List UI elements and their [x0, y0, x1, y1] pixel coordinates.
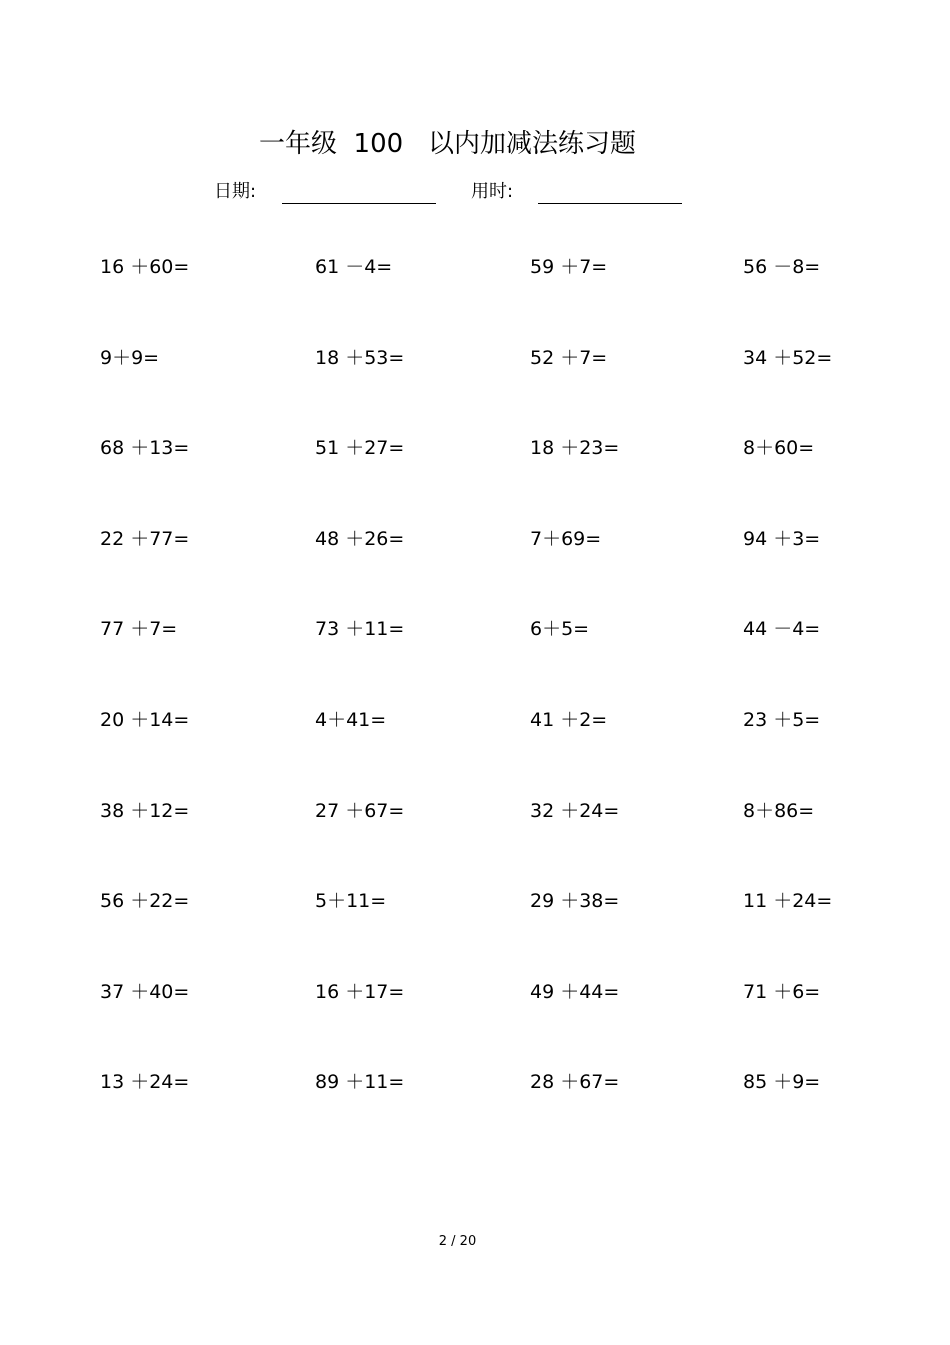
- problem-row: [0, 335, 950, 426]
- problem-item: 59 ＋7=: [530, 256, 608, 278]
- problem-row: [0, 1059, 950, 1150]
- problem-item: 8＋60=: [743, 437, 815, 460]
- problem-item: 51 ＋27=: [315, 437, 405, 460]
- problem-item: 77 ＋7=: [100, 618, 178, 641]
- problem-item: 56 －8=: [743, 256, 821, 278]
- problem-row: [0, 606, 950, 697]
- meta-row: [0, 178, 950, 208]
- problem-item: 6＋5=: [530, 618, 590, 641]
- problem-item: 29 ＋38=: [530, 890, 620, 913]
- problem-row: [0, 244, 950, 335]
- page-indicator: 2 / 20: [438, 1234, 477, 1249]
- problem-item: 41 ＋2=: [530, 708, 608, 731]
- problem-item: 22 ＋77=: [100, 527, 190, 550]
- problem-item: 5＋11=: [315, 890, 387, 913]
- problem-item: 38 ＋12=: [100, 799, 190, 822]
- time-label: 用时:: [471, 181, 514, 202]
- problem-item: 56 ＋22=: [100, 890, 190, 913]
- problem-item: 28 ＋67=: [530, 1071, 620, 1094]
- problem-item: 9＋9=: [100, 346, 160, 369]
- problem-row: [0, 516, 950, 607]
- problem-item: 7＋69=: [530, 527, 602, 550]
- problem-item: 16 ＋17=: [315, 980, 405, 1003]
- problem-item: 89 ＋11=: [315, 1071, 405, 1094]
- problem-item: 48 ＋26=: [315, 527, 405, 550]
- problem-item: 71 ＋6=: [743, 980, 821, 1003]
- problem-item: 8＋86=: [743, 799, 815, 822]
- problem-item: 18 ＋23=: [530, 437, 620, 460]
- problem-item: 34 ＋52=: [743, 346, 833, 369]
- problem-row: [0, 697, 950, 788]
- problem-item: 52 ＋7=: [530, 346, 608, 369]
- problem-row: [0, 969, 950, 1060]
- problem-item: 61 －4=: [315, 256, 393, 278]
- problem-item: 32 ＋24=: [530, 799, 620, 822]
- problem-grid: [0, 244, 950, 1150]
- problem-item: 37 ＋40=: [100, 980, 190, 1003]
- problem-item: 4＋41=: [315, 708, 387, 731]
- problem-item: 23 ＋5=: [743, 708, 821, 731]
- problem-row: [0, 878, 950, 969]
- problem-item: 18 ＋53=: [315, 346, 405, 369]
- problem-item: 27 ＋67=: [315, 799, 405, 822]
- problem-item: 16 ＋60=: [100, 256, 190, 278]
- page-title: 一年级 100 以内加减法练习题: [259, 129, 636, 159]
- problem-item: 73 ＋11=: [315, 618, 405, 641]
- date-blank-line: [282, 203, 436, 204]
- date-label: 日期:: [214, 181, 257, 202]
- problem-item: 94 ＋3=: [743, 527, 821, 550]
- problem-item: 13 ＋24=: [100, 1071, 190, 1094]
- time-blank-line: [538, 203, 682, 204]
- problem-row: [0, 788, 950, 879]
- problem-item: 20 ＋14=: [100, 708, 190, 731]
- problem-item: 68 ＋13=: [100, 437, 190, 460]
- problem-item: 44 －4=: [743, 618, 821, 641]
- problem-item: 85 ＋9=: [743, 1071, 821, 1094]
- problem-row: [0, 425, 950, 516]
- problem-item: 11 ＋24=: [743, 890, 833, 913]
- problem-item: 49 ＋44=: [530, 980, 620, 1003]
